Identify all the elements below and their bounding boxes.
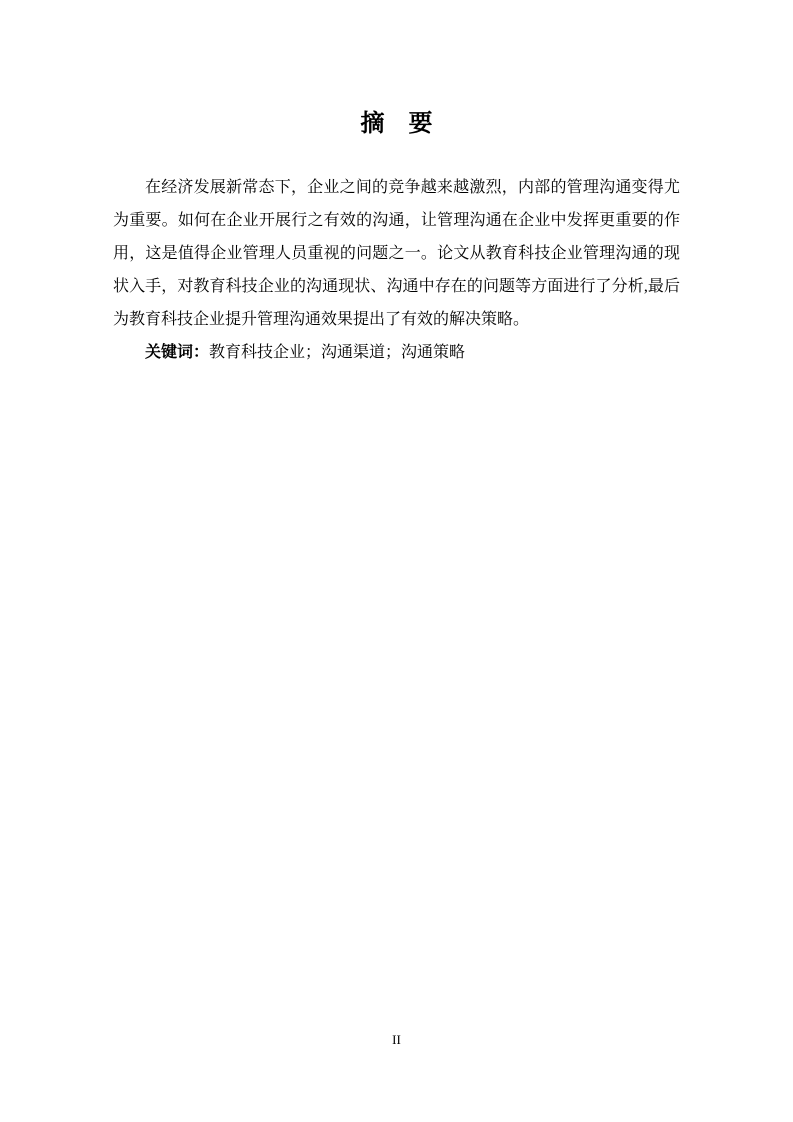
abstract-paragraph: 在经济发展新常态下，企业之间的竞争越来越激烈，内部的管理沟通变得尤为重要。如何在企业开展行之有效的沟通，让管理沟通在企业中发挥更重要的作用，这是值得企业管理人员重视的问题之一。论文从教育科技企业管理沟通的现状入手，对教育科技企业的沟通现状、沟通中存在的问题等方面进行了分析,最后为教育科技企业提升管理沟通效果提出了有效的解决策略。 — [113, 179, 680, 328]
keywords-line — [113, 336, 680, 369]
abstract-title: 摘 要 — [360, 111, 433, 137]
keywords-label: 关键词： — [145, 344, 210, 361]
page-number: II — [392, 1032, 401, 1047]
keywords-text: 教育科技企业；沟通渠道；沟通策略 — [209, 344, 466, 361]
page-content — [113, 0, 680, 369]
